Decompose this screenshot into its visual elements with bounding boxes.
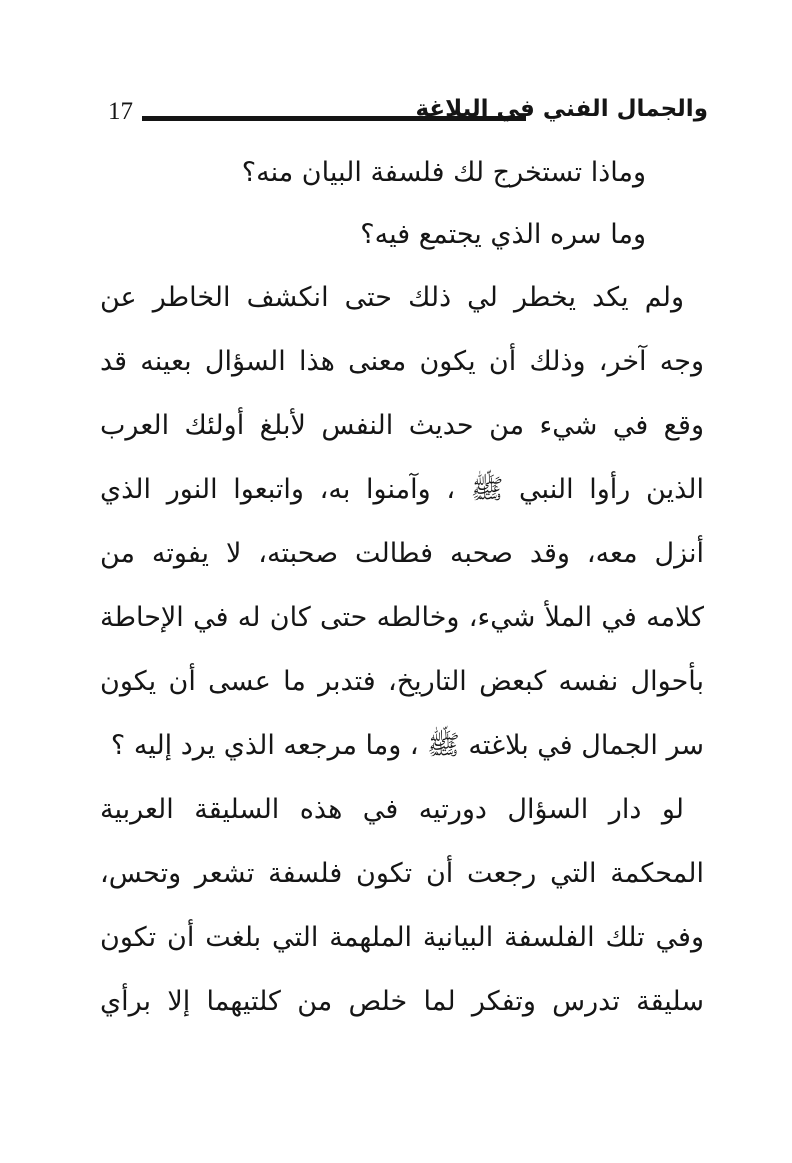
text-line: وما سره الذي يجتمع فيه؟: [360, 219, 646, 250]
text-line: المحكمة التي رجعت أن تكون فلسفة تشعر وتحس،: [100, 858, 704, 889]
paragraph-start-line: ولم يكد يخطر لي ذلك حتى انكشف الخاطر عن: [100, 282, 684, 313]
page-number: 17: [108, 98, 133, 125]
text-line: أنزل معه، وقد صحبه فطالت صحبته، لا يفوته من: [100, 538, 704, 569]
text-line: وماذا تستخرج لك فلسفة البيان منه؟: [241, 157, 646, 188]
paragraph-end-line: سر الجمال في بلاغته ﷺ ، وما مرجعه الذي يرد إليه ؟: [110, 730, 704, 761]
text-line: وقع في شيء من حديث النفس لأبلغ أولئك العرب: [100, 410, 704, 441]
text-line: وجه آخر، وذلك أن يكون معنى هذا السؤال بعينه قد: [100, 346, 704, 377]
text-line: كلامه في الملأ شيء، وخالطه حتى كان له في الإحاطة: [100, 602, 704, 633]
paragraph-start-line: لو دار السؤال دورتيه في هذه السليقة العربية: [100, 794, 684, 825]
running-header: [108, 96, 708, 132]
body-text: [100, 142, 704, 1034]
running-title: والجمال الفني في البلاغة: [415, 96, 708, 122]
text-line: بأحوال نفسه كبعض التاريخ، فتدبر ما عسى أن يكون: [100, 666, 704, 697]
text-line: وفي تلك الفلسفة البيانية الملهمة التي بلغت أن تكون: [100, 922, 704, 953]
text-line: سليقة تدرس وتفكر لما خلص من كلتيهما إلا برأي: [100, 986, 704, 1017]
text-line: الذين رأوا النبي ﷺ ، وآمنوا به، واتبعوا النور الذي: [100, 474, 704, 505]
